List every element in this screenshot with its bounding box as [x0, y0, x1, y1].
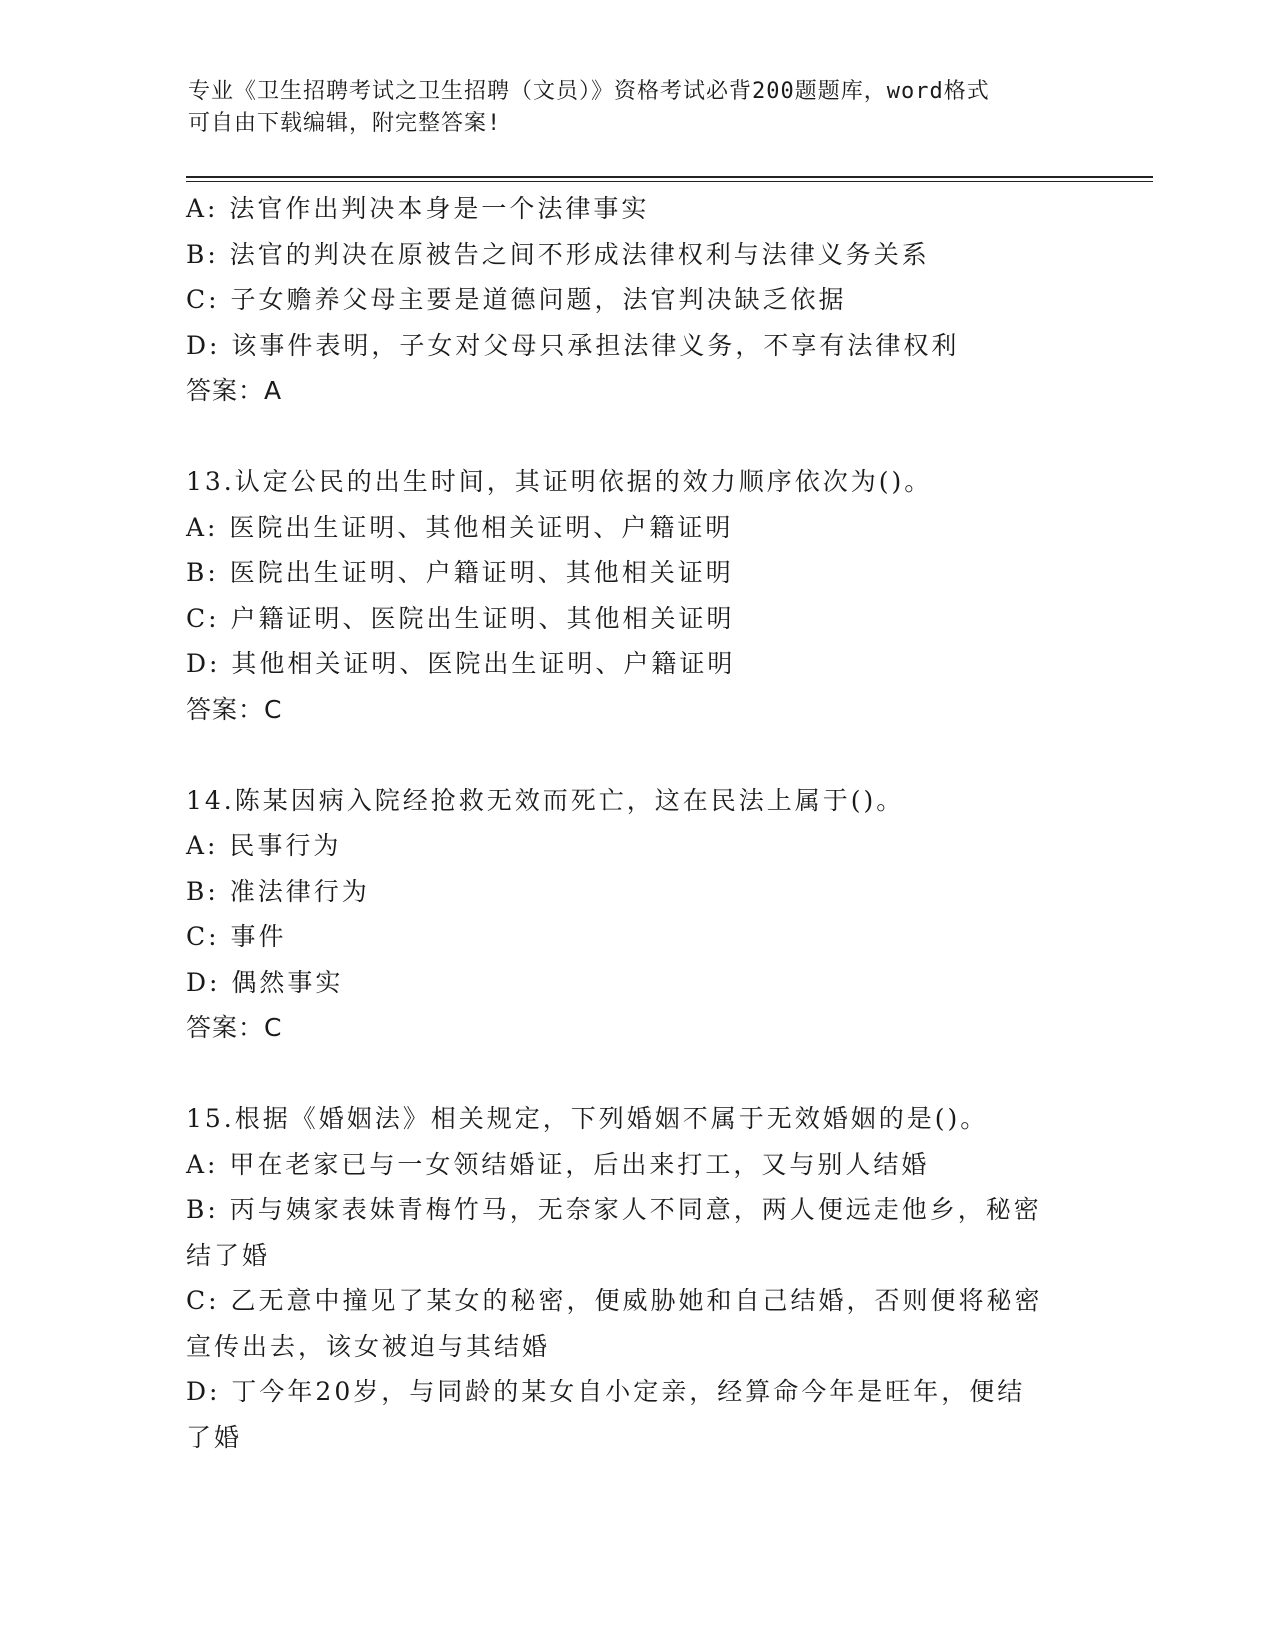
q12-answer: 答案：A — [186, 376, 283, 405]
header-line-2: 可自由下载编辑，附完整答案! — [188, 111, 502, 136]
spacer — [186, 1051, 1086, 1097]
header-divider-thick — [186, 176, 1153, 178]
q14-option-d: D: 偶然事实 — [186, 967, 344, 997]
spacer — [186, 414, 1086, 460]
q15-option-b: B: 丙与姨家表妹青梅竹马，无奈家人不同意，两人便远走他乡，秘密 — [186, 1195, 1042, 1224]
header-line-1: 专业《卫生招聘考试之卫生招聘（文员）》资格考试必背200题题库，word格式 — [188, 79, 990, 104]
q13-option-c: C: 户籍证明、医院出生证明、其他相关证明 — [186, 603, 735, 633]
q13-answer: 答案：C — [186, 694, 283, 724]
q12-option-d: D: 该事件表明，子女对父母只承担法律义务，不享有法律权利 — [186, 330, 960, 360]
q15-option-d-cont: 了婚 — [186, 1422, 243, 1452]
q12-option-c: C: 子女赡养父母主要是道德问题，法官判决缺乏依据 — [186, 285, 847, 314]
header-divider-thin — [186, 181, 1153, 182]
q15-option-d: D: 丁今年20岁，与同龄的某女自小定亲，经算命今年是旺年，便结 — [186, 1377, 1026, 1406]
q15-stem: 15.根据《婚姻法》相关规定，下列婚姻不属于无效婚姻的是()。 — [186, 1104, 989, 1133]
question-list — [186, 186, 1086, 1460]
q14-option-b: B: 准法律行为 — [186, 876, 370, 906]
q13-option-b: B: 医院出生证明、户籍证明、其他相关证明 — [186, 558, 734, 587]
q13-option-d: D: 其他相关证明、医院出生证明、户籍证明 — [186, 649, 736, 678]
q15-option-a: A: 甲在老家已与一女领结婚证，后出来打工，又与别人结婚 — [186, 1149, 930, 1179]
q13-option-a: A: 医院出生证明、其他相关证明、户籍证明 — [186, 512, 734, 542]
q14-option-a: A: 民事行为 — [186, 831, 342, 860]
q15-option-c-cont: 宣传出去，该女被迫与其结婚 — [186, 1331, 551, 1361]
q15-option-c: C: 乙无意中撞见了某女的秘密，便威胁她和自己结婚，否则便将秘密 — [186, 1286, 1043, 1315]
document-header — [188, 76, 1068, 140]
q14-stem: 14.陈某因病入院经抢救无效而死亡，这在民法上属于()。 — [186, 785, 905, 815]
q15-option-b-cont: 结了婚 — [186, 1240, 271, 1270]
q13-stem: 13.认定公民的出生时间，其证明依据的效力顺序依次为()。 — [186, 467, 933, 496]
q12-option-b: B: 法官的判决在原被告之间不形成法律权利与法律义务关系 — [186, 239, 930, 269]
q14-option-c: C: 事件 — [186, 922, 287, 951]
q14-answer: 答案：C — [186, 1013, 283, 1042]
spacer — [186, 732, 1086, 778]
q12-option-a: A: 法官作出判决本身是一个法律事实 — [186, 194, 650, 223]
